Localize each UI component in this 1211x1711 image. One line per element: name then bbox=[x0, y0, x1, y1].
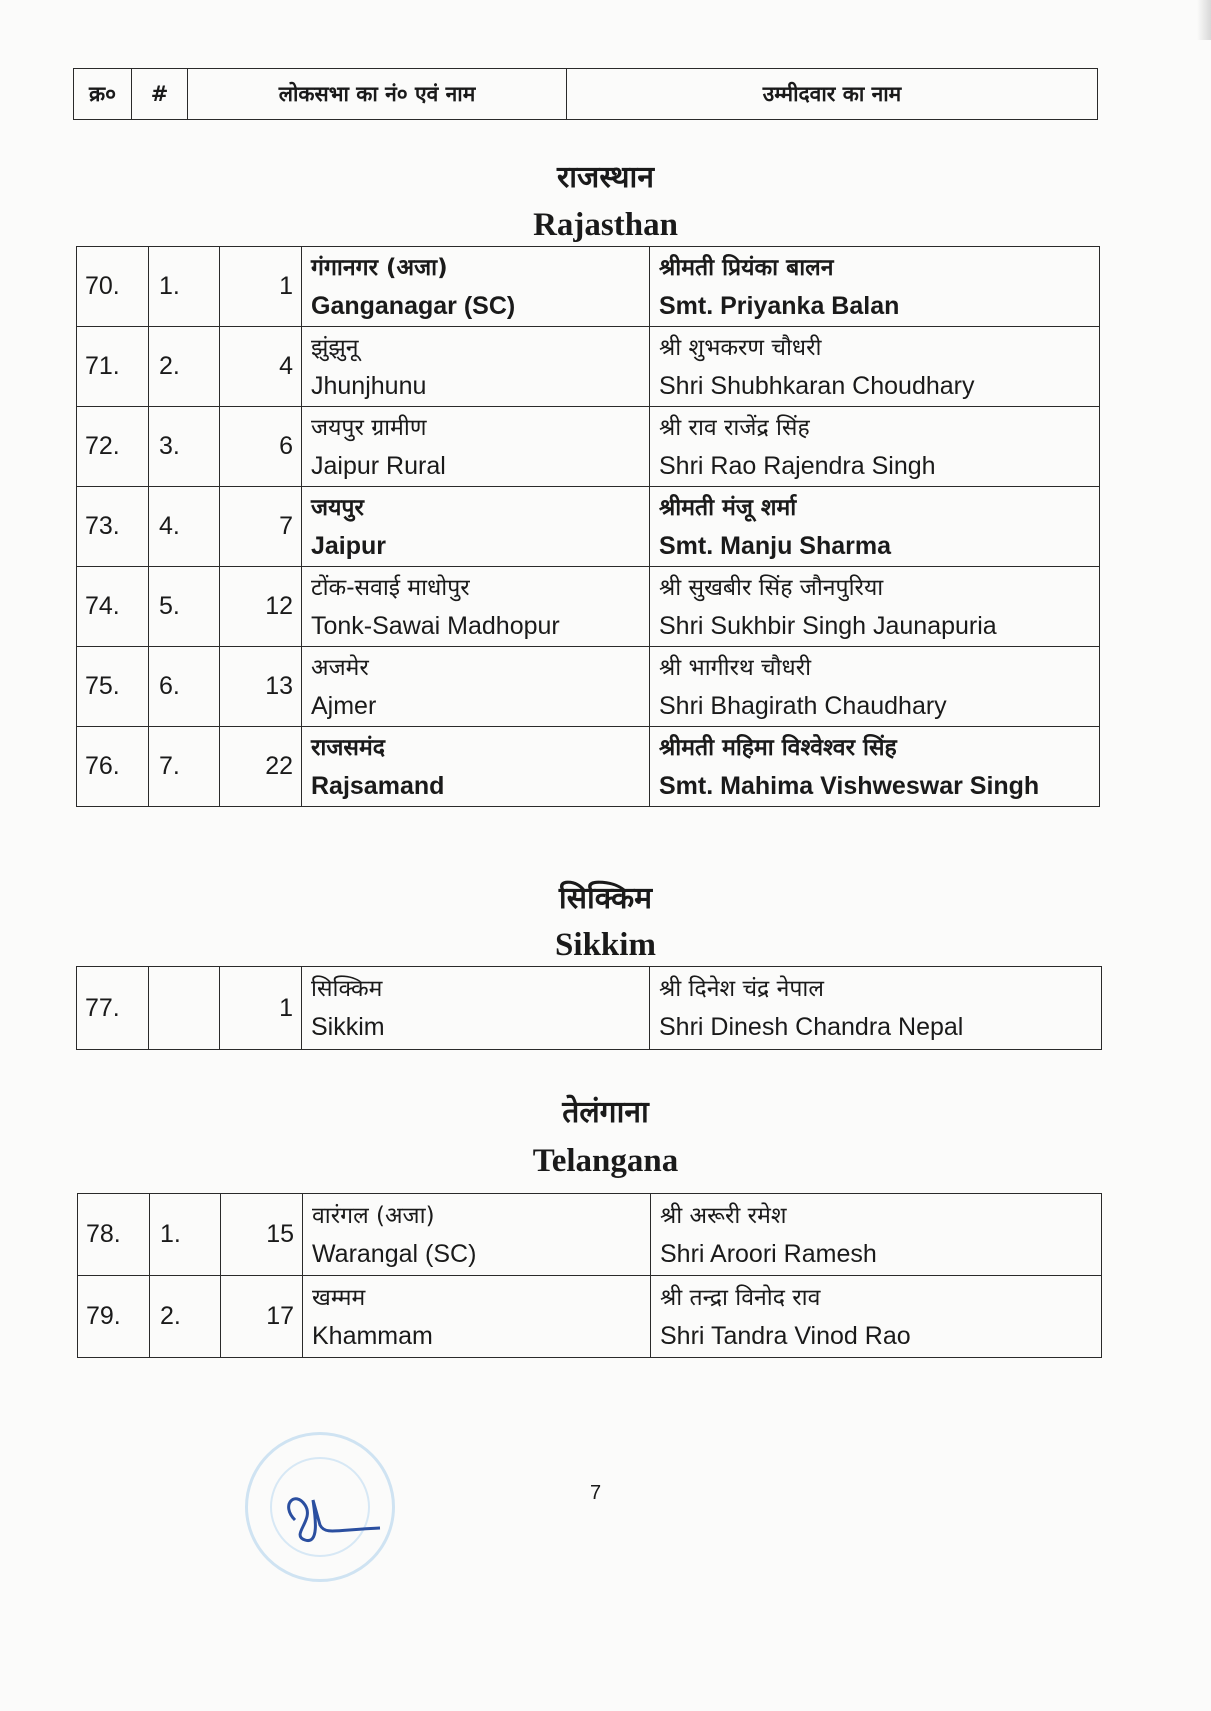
constituency-name-hindi: जयपुर bbox=[311, 494, 364, 521]
constituency-name-hindi: राजसमंद bbox=[311, 734, 385, 761]
constituency-number: 4 bbox=[220, 327, 302, 407]
state-serial: 6. bbox=[149, 647, 220, 727]
candidate-cell bbox=[650, 487, 1100, 567]
page-edge-shadow bbox=[1197, 0, 1211, 40]
state-serial: 4. bbox=[149, 487, 220, 567]
candidate-cell bbox=[650, 567, 1100, 647]
constituency-cell bbox=[302, 407, 650, 487]
constituency-number: 15 bbox=[221, 1194, 303, 1276]
table-row bbox=[77, 487, 1100, 567]
constituency-name-english: Rajsamand bbox=[311, 771, 445, 800]
candidate-name-english: Shri Bhagirath Chaudhary bbox=[659, 691, 947, 720]
serial-number: 76. bbox=[77, 727, 149, 807]
constituency-number: 17 bbox=[221, 1276, 303, 1358]
candidate-cell bbox=[650, 247, 1100, 327]
state-table-telangana bbox=[77, 1193, 1102, 1358]
constituency-name-hindi: झुंझुनू bbox=[311, 334, 359, 361]
state-title-hindi: राजस्थान bbox=[557, 160, 654, 195]
candidate-cell bbox=[650, 647, 1100, 727]
constituency-name-english: Ajmer bbox=[311, 691, 377, 720]
candidate-name-english: Smt. Priyanka Balan bbox=[659, 291, 900, 320]
serial-number: 74. bbox=[77, 567, 149, 647]
constituency-number: 12 bbox=[220, 567, 302, 647]
state-title-english: Rajasthan bbox=[533, 207, 678, 243]
state-title-hindi: सिक्किम bbox=[558, 881, 653, 916]
constituency-cell bbox=[303, 1194, 651, 1276]
candidate-cell bbox=[651, 1194, 1102, 1276]
serial-number: 79. bbox=[78, 1276, 150, 1358]
candidate-cell bbox=[650, 727, 1100, 807]
constituency-cell bbox=[302, 247, 650, 327]
constituency-name-hindi: सिक्किम bbox=[311, 976, 383, 1002]
table-row bbox=[77, 727, 1100, 807]
constituency-name-english: Sikkim bbox=[311, 1013, 385, 1041]
state-table-sikkim bbox=[76, 966, 1102, 1050]
constituency-cell bbox=[302, 327, 650, 407]
constituency-name-english: Tonk-Sawai Madhopur bbox=[311, 611, 560, 640]
candidate-name-english: Shri Sukhbir Singh Jaunapuria bbox=[659, 611, 997, 640]
state-serial: 2. bbox=[150, 1276, 221, 1358]
table-row bbox=[77, 327, 1100, 407]
candidate-name-hindi: श्री अरूरी रमेश bbox=[660, 1202, 787, 1229]
candidate-name-english: Smt. Mahima Vishweswar Singh bbox=[659, 771, 1040, 800]
candidate-name-english: Shri Rao Rajendra Singh bbox=[659, 451, 936, 480]
state-serial bbox=[149, 967, 220, 1050]
constituency-name-english: Khammam bbox=[312, 1321, 433, 1350]
state-serial: 3. bbox=[149, 407, 220, 487]
constituency-name-english: Warangal (SC) bbox=[312, 1239, 477, 1268]
constituency-name-english: Jaipur bbox=[311, 531, 387, 560]
candidate-name-english: Shri Shubhkaran Choudhary bbox=[659, 371, 975, 400]
constituency-number: 1 bbox=[220, 967, 302, 1050]
header-constituency: लोकसभा का नं० एवं नाम bbox=[188, 69, 567, 120]
constituency-name-english: Ganganagar (SC) bbox=[311, 291, 516, 320]
header-serial: क्र० bbox=[74, 69, 132, 120]
candidate-name-hindi: श्री दिनेश चंद्र नेपाल bbox=[659, 976, 824, 1002]
constituency-name-hindi: अजमेर bbox=[311, 654, 369, 681]
header-hash: # bbox=[132, 69, 188, 120]
table-row bbox=[78, 1194, 1102, 1276]
candidate-cell bbox=[650, 967, 1102, 1050]
constituency-cell bbox=[302, 487, 650, 567]
candidate-name-hindi: श्री सुखबीर सिंह जौनपुरिया bbox=[659, 574, 884, 601]
candidate-cell bbox=[651, 1276, 1102, 1358]
state-serial: 1. bbox=[149, 247, 220, 327]
candidate-name-hindi: श्री राव राजेंद्र सिंह bbox=[659, 414, 810, 441]
state-serial: 7. bbox=[149, 727, 220, 807]
candidate-name-english: Shri Dinesh Chandra Nepal bbox=[659, 1013, 964, 1041]
constituency-name-english: Jaipur Rural bbox=[311, 451, 446, 480]
state-title-hindi: तेलंगाना bbox=[562, 1095, 649, 1130]
constituency-name-hindi: खम्मम bbox=[312, 1284, 366, 1311]
serial-number: 72. bbox=[77, 407, 149, 487]
constituency-cell bbox=[302, 567, 650, 647]
state-title-english: Telangana bbox=[532, 1143, 679, 1179]
candidate-name-hindi: श्रीमती प्रियंका बालन bbox=[659, 254, 834, 281]
candidate-name-hindi: श्री तन्द्रा विनोद राव bbox=[660, 1284, 821, 1311]
constituency-cell bbox=[302, 727, 650, 807]
serial-number: 75. bbox=[77, 647, 149, 727]
signature-icon bbox=[275, 1480, 385, 1550]
serial-number: 71. bbox=[77, 327, 149, 407]
constituency-number: 1 bbox=[220, 247, 302, 327]
column-header-table bbox=[73, 68, 1098, 120]
constituency-name-hindi: वारंगल (अजा) bbox=[312, 1202, 435, 1229]
serial-number: 78. bbox=[78, 1194, 150, 1276]
serial-number: 70. bbox=[77, 247, 149, 327]
state-serial: 1. bbox=[150, 1194, 221, 1276]
state-title-english: Sikkim bbox=[555, 927, 656, 963]
constituency-cell bbox=[302, 647, 650, 727]
candidate-cell bbox=[650, 327, 1100, 407]
candidate-name-hindi: श्री भागीरथ चौधरी bbox=[659, 654, 812, 681]
constituency-number: 13 bbox=[220, 647, 302, 727]
constituency-name-hindi: टोंक-सवाई माधोपुर bbox=[311, 574, 470, 601]
table-row bbox=[77, 247, 1100, 327]
state-table-rajasthan bbox=[76, 246, 1100, 807]
table-row bbox=[77, 967, 1102, 1050]
header-candidate: उम्मीदवार का नाम bbox=[567, 69, 1098, 120]
candidate-cell bbox=[650, 407, 1100, 487]
serial-number: 77. bbox=[77, 967, 149, 1050]
table-row bbox=[77, 407, 1100, 487]
constituency-cell bbox=[302, 967, 650, 1050]
page-number: 7 bbox=[590, 1482, 602, 1504]
constituency-number: 6 bbox=[220, 407, 302, 487]
constituency-number: 22 bbox=[220, 727, 302, 807]
serial-number: 73. bbox=[77, 487, 149, 567]
candidate-name-hindi: श्रीमती महिमा विश्वेश्वर सिंह bbox=[659, 734, 897, 761]
constituency-name-hindi: गंगानगर (अजा) bbox=[311, 254, 448, 281]
state-serial: 5. bbox=[149, 567, 220, 647]
table-row bbox=[78, 1276, 1102, 1358]
column-header-row bbox=[74, 69, 1098, 120]
constituency-name-english: Jhunjhunu bbox=[311, 371, 427, 400]
state-serial: 2. bbox=[149, 327, 220, 407]
constituency-number: 7 bbox=[220, 487, 302, 567]
candidate-name-english: Shri Aroori Ramesh bbox=[660, 1239, 877, 1268]
candidate-name-english: Smt. Manju Sharma bbox=[659, 531, 891, 560]
candidate-name-english: Shri Tandra Vinod Rao bbox=[660, 1321, 911, 1350]
candidate-name-hindi: श्रीमती मंजू शर्मा bbox=[659, 494, 797, 521]
table-row bbox=[77, 567, 1100, 647]
candidate-name-hindi: श्री शुभकरण चौधरी bbox=[659, 334, 822, 361]
constituency-cell bbox=[303, 1276, 651, 1358]
table-row bbox=[77, 647, 1100, 727]
constituency-name-hindi: जयपुर ग्रामीण bbox=[311, 414, 427, 441]
